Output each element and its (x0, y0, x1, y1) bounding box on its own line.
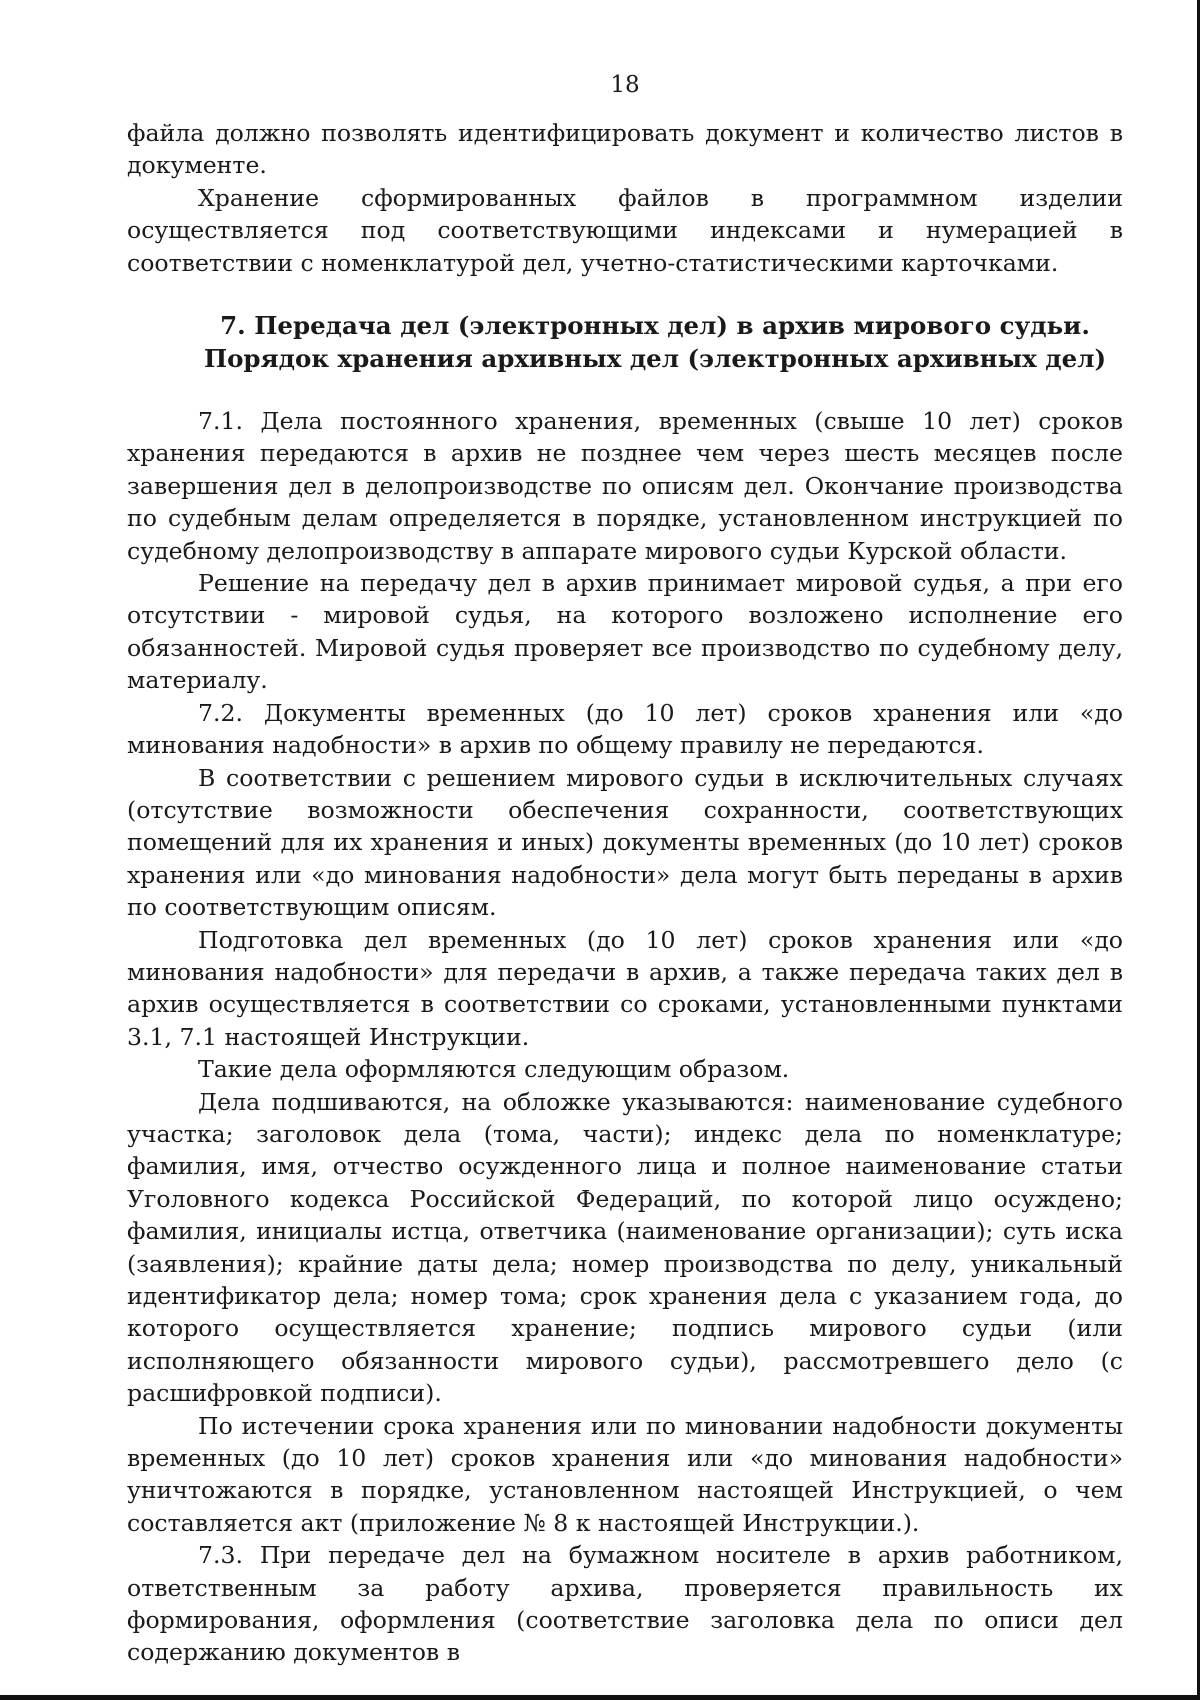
paragraph: Хранение сформированных файлов в программном изделии осуществляется под соответствующими индексами и нумерацией в соответствии с номенклатурой дел, учетно-статистическими карточками. (127, 183, 1123, 277)
document-body (127, 117, 1123, 1669)
scan-edge-bottom (0, 1695, 1200, 1700)
paragraph: По истечении срока хранения или по миновании надобности документы временных (до 10 лет) сроков хранения или «до минования надобности» уничтожаются в порядке, установленном настоящей Инструкцией, о чем составляется акт (приложение № 8 к настоящей Инструкции.). (127, 1411, 1123, 1537)
section-heading: 7. Передача дел (электронных дел) в архив мирового судьи. Порядок хранения архивных дел (электронных архивных дел) (203, 311, 1107, 374)
page-number: 18 (610, 72, 640, 98)
paragraph-7-3: 7.3. При передаче дел на бумажном носителе в архив работником, ответственным за работу архива, проверяется правильность их формирования, оформления (соответствие заголовка дела по описи дел содержанию документов в (127, 1541, 1123, 1667)
paragraph-7-2: 7.2. Документы временных (до 10 лет) сроков хранения или «до минования надобности» в архив по общему правилу не передаются. (127, 698, 1123, 760)
paragraph: Такие дела оформляются следующим образом. (198, 1055, 790, 1084)
paragraph-7-1: 7.1. Дела постоянного хранения, временных (свыше 10 лет) сроков хранения передаются в архив не позднее чем через шесть месяцев после завершения дел в делопроизводстве по описям дел. Окончание производства по судебным делам определяется в порядке, установленном инструкцией по судебному делопроизводству в аппарате мирового судьи Курской области. (127, 407, 1123, 565)
paragraph: Дела подшиваются, на обложке указываются: наименование судебного участка; заголовок дела (тома, части); индекс дела по номенклатуре; фамилия, имя, отчество осужденного лица и полное наименование статьи Уголовного кодекса Российской Федераций, по которой лицо осуждено; фамилия, инициалы истца, ответчика (наименование организации); суть иска (заявления); крайние даты дела; номер производства по делу, уникальный идентификатор дела; номер тома; срок хранения дела с указанием года, до которого осуществляется хранение; подпись мирового судьи (или исполняющего обязанности мирового судьи), рассмотревшего дело (с расшифровкой подписи). (127, 1087, 1123, 1408)
paragraph: Подготовка дел временных (до 10 лет) сроков хранения или «до минования надобности» для передачи в архив, а также передача таких дел в архив осуществляется в соответствии со сроками, установленными пунктами 3.1, 7.1 настоящей Инструкции. (127, 925, 1123, 1051)
paragraph: В соответствии с решением мирового судьи в исключительных случаях (отсутствие возможности обеспечения сохранности, соответствующих помещений для их хранения и иных) документы временных (до 10 лет) сроков хранения или «до минования надобности» дела могут быть переданы в архив по соответствующим описям. (127, 763, 1123, 922)
paragraph-continuation: файла должно позволять идентифицировать документ и количество листов в документе. (127, 119, 1123, 180)
paragraph: Решение на передачу дел в архив принимает мировой судья, а при его отсутствии - мировой судья, на которого возложено исполнение его обязанностей. Мировой судья проверяет все производство по судебному делу, материалу. (127, 569, 1123, 695)
